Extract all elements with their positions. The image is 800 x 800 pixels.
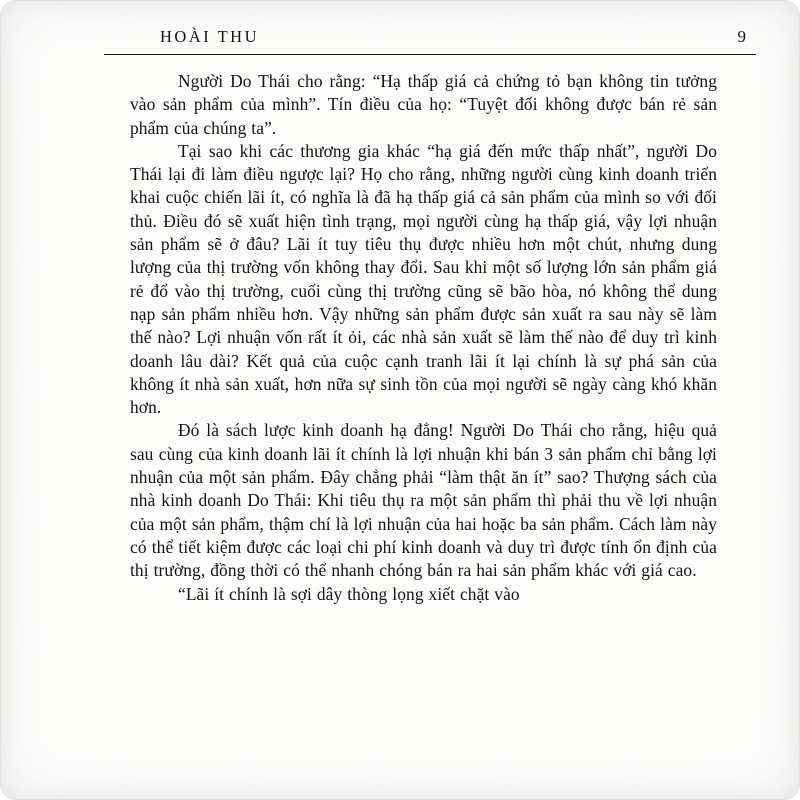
body-text bbox=[130, 70, 717, 606]
paragraph-3: Đó là sách lược kinh doanh hạ đẳng! Người Do Thái cho rằng, hiệu quả sau cùng của kinh doanh lãi ít chính là lợi nhuận khi bán 3 sản phẩm chỉ bằng lợi nhuận của một sản phẩm. Đây chẳng phải “làm thật ăn ít” sao? Thượng sách của nhà kinh doanh Do Thái: Khi tiêu thụ ra một sản phẩm thì phải thu về lợi nhuận của một sản phẩm, thậm chí là lợi nhuận của hai hoặc ba sản phẩm. Cách làm này có thể tiết kiệm được các loại chi phí kinh doanh và duy trì được tính ổn định của thị trường, đồng thời có thể nhanh chóng bán ra hai sản phẩm khác với giá cao. bbox=[130, 420, 717, 581]
running-title: HOÀI THU bbox=[160, 27, 259, 46]
page-number: 9 bbox=[737, 27, 746, 46]
paragraph-2: Tại sao khi các thương gia khác “hạ giá đến mức thấp nhất”, người Do Thái lại đi làm điều ngược lại? Họ cho rằng, những người cùng kinh doanh triển khai cuộc chiến lãi ít, có nghĩa là đã hạ thấp giá cả sản phẩm của mình so với đối thủ. Điều đó sẽ xuất hiện tình trạng, mọi người cùng hạ thấp giá, vậy lợi nhuận sản phẩm sẽ ở đâu? Lãi ít tuy tiêu thụ được nhiều hơn một chút, nhưng dung lượng của thị trường vốn không thay đổi. Sau khi một số lượng lớn sản phẩm giá rẻ đổ vào thị trường, cuối cùng thị trường cũng sẽ bão hòa, nó không thể dung nạp sản phẩm nhiều hơn. Vậy những sản phẩm được sản xuất ra sau này sẽ làm thế nào? Lợi nhuận vốn rất ít ỏi, các nhà sản xuất sẽ làm thế nào để duy trì kinh doanh lâu dài? Kết quả của cuộc cạnh tranh lãi ít lại chính là sự phá sản của không ít nhà sản xuất, hơn nữa sự sinh tồn của mọi người sẽ ngày càng khó khăn hơn. bbox=[130, 140, 717, 418]
page-header bbox=[104, 27, 756, 47]
header-rule bbox=[104, 54, 756, 55]
paragraph-4: “Lãi ít chính là sợi dây thòng lọng xiết chặt vào bbox=[178, 583, 520, 604]
paragraph-1: Người Do Thái cho rằng: “Hạ thấp giá cả chứng tỏ bạn không tin tưởng vào sản phẩm của mình”. Tín điều của họ: “Tuyệt đối không được bán rẻ sản phẩm của chúng ta”. bbox=[130, 71, 717, 138]
